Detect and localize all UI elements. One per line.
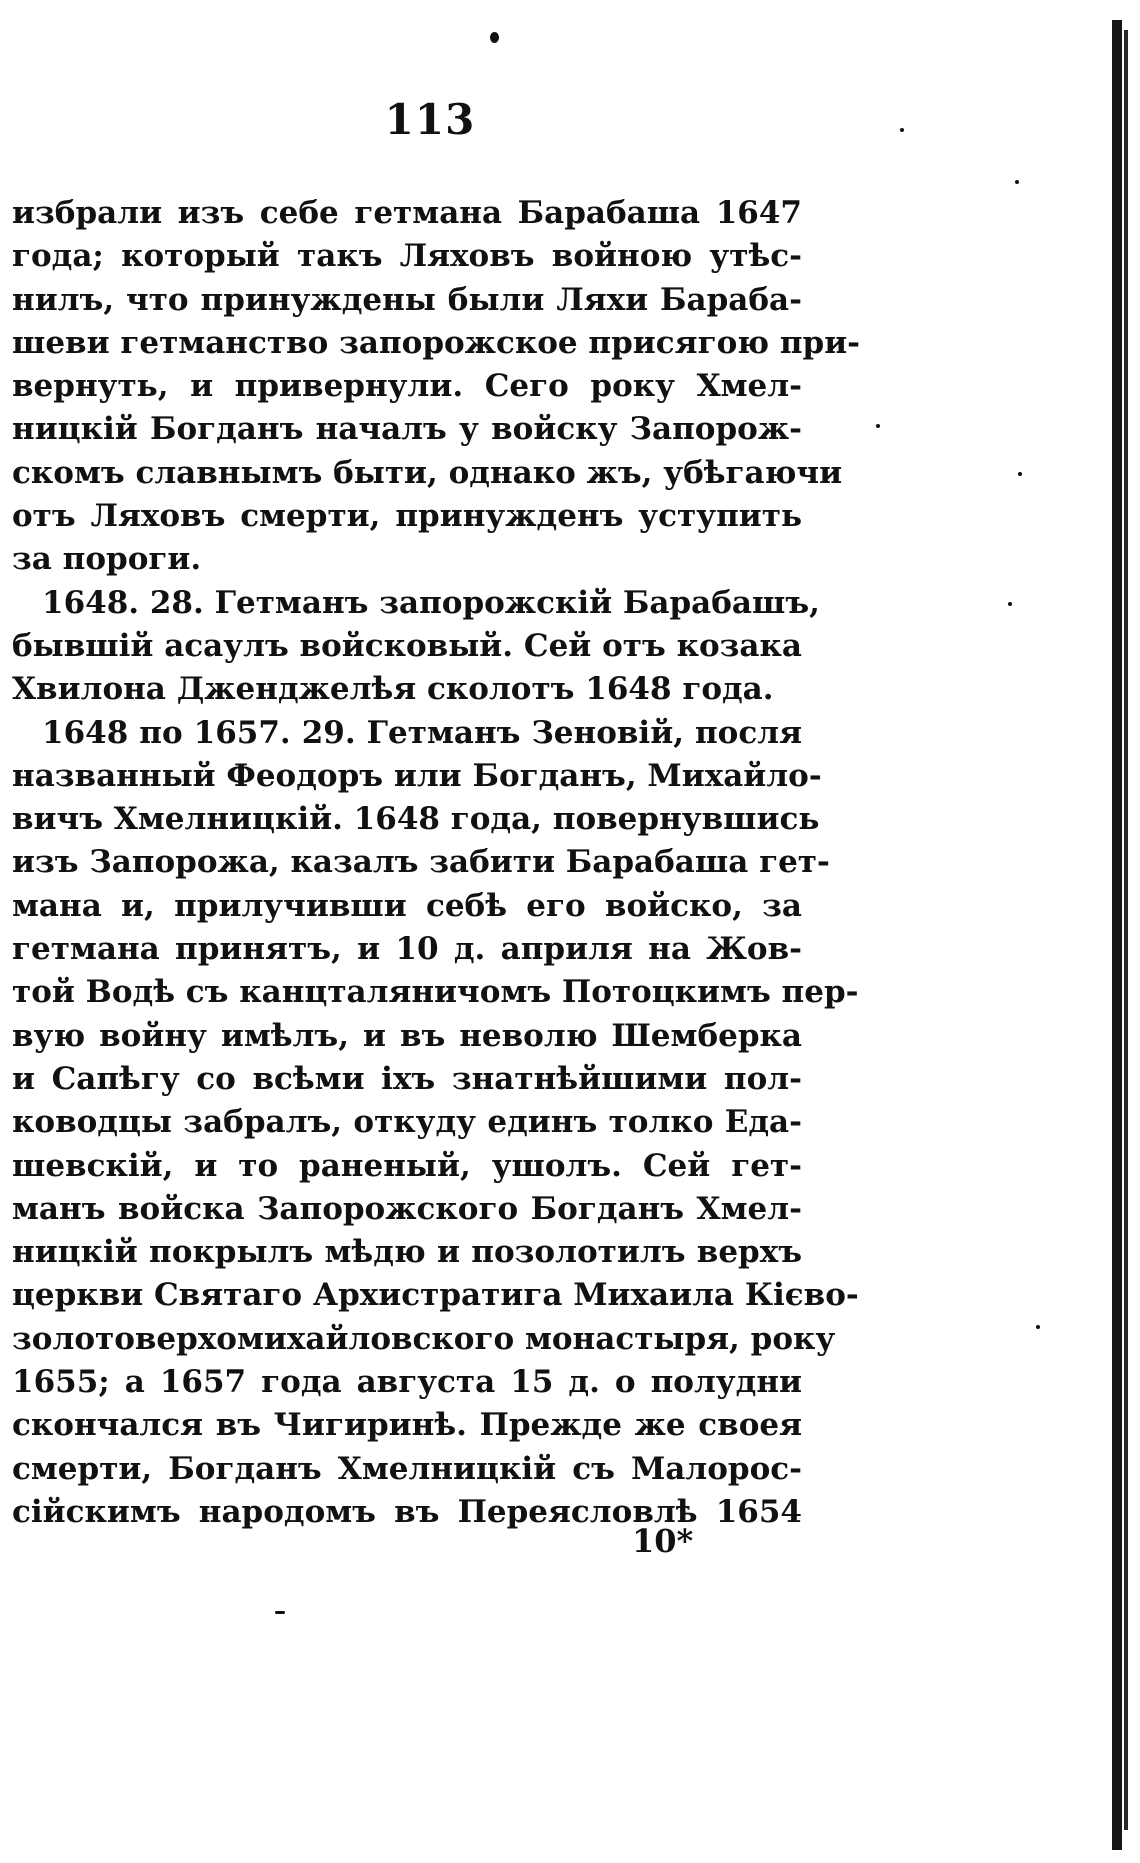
- text-line: бывшій асаулъ войсковый. Сей отъ козака: [12, 627, 802, 664]
- text-line: сійскимъ народомъ въ Переясловлѣ 1654: [12, 1493, 802, 1530]
- text-line: золотоверхомихайловского монастыря, року: [12, 1320, 836, 1357]
- text-line: изъ Запорожа, казалъ забити Барабаша гет-: [12, 844, 830, 881]
- body-text: [12, 192, 861, 1534]
- ink-speck: [275, 1611, 285, 1614]
- ink-speck: [490, 32, 499, 43]
- text-line: Хвилона Дженджелѣя сколотъ 1648 года.: [12, 671, 774, 708]
- ink-speck: [1036, 1325, 1040, 1329]
- signature-mark: 10*: [632, 1522, 694, 1560]
- text-line: года; который такъ Ляховъ войною утѣс-: [12, 238, 802, 275]
- text-line: ководцы забралъ, откуду единъ толко Еда-: [12, 1104, 802, 1141]
- text-line: и Сапѣгу со всѣми іхъ знатнѣйшими пол-: [12, 1060, 802, 1097]
- page-edge-shadow: [1112, 20, 1122, 1850]
- text-line: манъ войска Запорожского Богданъ Хмел-: [12, 1190, 802, 1227]
- ink-speck: [900, 128, 904, 132]
- text-line: за пороги.: [12, 541, 202, 578]
- text-line: вернуть, и привернули. Сего року Хмел-: [12, 368, 802, 405]
- text-line: ницкій Богданъ началъ у войску Запорож-: [12, 411, 802, 448]
- ink-speck: [1018, 472, 1022, 476]
- page-number: 113: [384, 95, 476, 144]
- text-line: названный Феодоръ или Богданъ, Михайло-: [12, 757, 822, 794]
- text-line: вую войну имѣлъ, и въ неволю Шемберка: [12, 1017, 802, 1054]
- text-line: скончался въ Чигиринѣ. Прежде же своея: [12, 1407, 802, 1444]
- text-line: шевскій, и то раненый, ушолъ. Сей гет-: [12, 1147, 802, 1184]
- text-line: нилъ, что принуждены были Ляхи Бараба-: [12, 281, 802, 318]
- text-line: отъ Ляховъ смерти, принужденъ уступить: [12, 498, 802, 535]
- text-line: смерти, Богданъ Хмелницкій съ Малорос-: [12, 1450, 802, 1487]
- ink-speck: [1015, 180, 1019, 184]
- text-line: вичъ Хмелницкій. 1648 года, повернувшись: [12, 801, 820, 838]
- text-line: ницкій покрылъ мѣдю и позолотилъ верхъ: [12, 1234, 802, 1271]
- text-line: скомъ славнымъ быти, однако жъ, убѣгаючи: [12, 454, 843, 491]
- ink-speck: [1008, 602, 1012, 606]
- text-line: гетмана принятъ, и 10 д. априля на Жов-: [12, 931, 802, 968]
- text-line: шеви гетманство запорожское присягою при-: [12, 324, 861, 361]
- text-line: 1648 по 1657. 29. Гетманъ Зеновій, посля: [42, 714, 802, 751]
- ink-speck: [876, 424, 880, 428]
- text-line: 1648. 28. Гетманъ запорожскій Барабашъ,: [42, 584, 820, 621]
- text-line: избрали изъ себе гетмана Барабаша 1647: [12, 195, 802, 231]
- page-edge-shadow: [1124, 30, 1128, 1830]
- text-line: 1655; а 1657 года августа 15 д. о полудни: [12, 1364, 802, 1401]
- text-line: мана и, прилучивши себѣ его войско, за: [12, 887, 802, 924]
- text-line: церкви Святаго Архистратига Михаила Кієво-: [12, 1277, 859, 1314]
- text-line: той Водѣ съ канцталяничомъ Потоцкимъ пер-: [12, 974, 859, 1011]
